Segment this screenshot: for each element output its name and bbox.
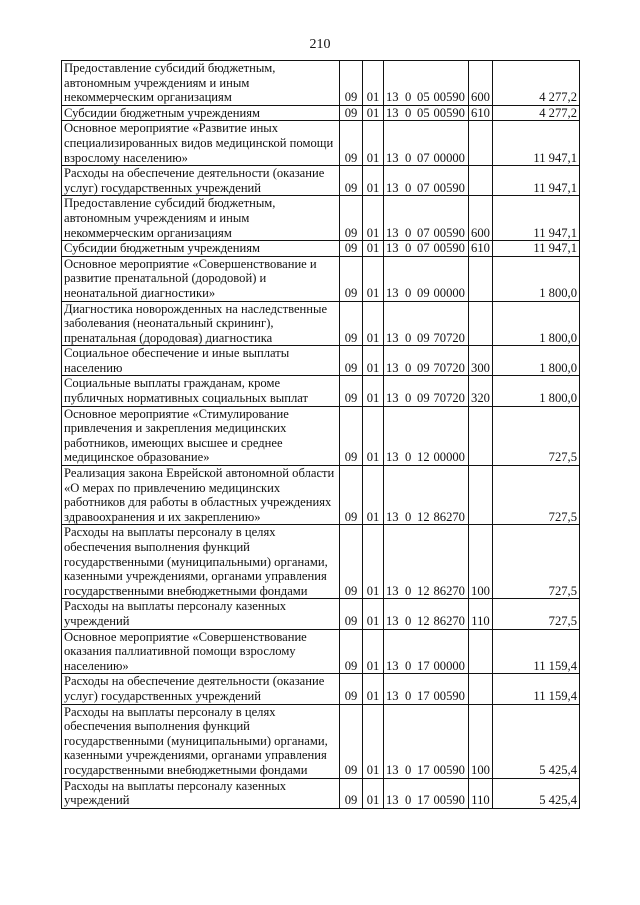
row-amount-cell: 1 800,0 [493,346,580,376]
row-expense-type-cell: 300 [469,346,493,376]
target-code-program: 13 [386,241,399,256]
row-name-cell: Основное мероприятие «Совершенствование оказания паллиативной помощи взрослому населению» [62,629,340,674]
row-expense-type-cell [469,256,493,301]
target-code-subprogram: 0 [405,360,412,375]
row-expense-type-cell: 110 [469,778,493,808]
table-row [62,704,580,778]
target-code-subprogram: 0 [405,180,412,195]
target-code-event: 05 [417,90,430,105]
target-code-subprogram: 0 [405,793,412,808]
target-code-event: 12 [417,583,430,598]
table-row [62,406,580,465]
row-subsection-cell: 01 [363,346,384,376]
target-code-program: 13 [386,613,399,628]
row-section-cell: 09 [340,301,363,346]
target-code-direction: 00000 [433,285,465,300]
row-amount-cell: 4 277,2 [493,105,580,121]
row-name-cell: Расходы на выплаты персоналу в целях обеспечения выполнения функций государственными (муниципальными) органами, казенными учреждениями, органами управления государственными внебюджетными фондами [62,704,340,778]
table-row [62,629,580,674]
row-amount-cell: 11 159,4 [493,629,580,674]
target-code-event: 12 [417,613,430,628]
target-code-program: 13 [386,762,399,777]
table-row [62,778,580,808]
target-code-direction: 00590 [433,688,465,703]
row-subsection-cell: 01 [363,105,384,121]
row-amount-cell: 727,5 [493,466,580,525]
target-code-direction: 86270 [433,583,465,598]
row-target-code-cell [384,301,469,346]
target-code-subprogram: 0 [405,225,412,240]
table-row [62,121,580,166]
row-subsection-cell: 01 [363,778,384,808]
target-code-program: 13 [386,330,399,345]
target-code-event: 17 [417,793,430,808]
target-code-program: 13 [386,450,399,465]
table-row [62,241,580,257]
target-code-direction: 00590 [433,762,465,777]
target-code-direction: 86270 [433,613,465,628]
row-expense-type-cell [469,121,493,166]
row-expense-type-cell [469,466,493,525]
row-section-cell: 09 [340,166,363,196]
row-section-cell: 09 [340,256,363,301]
row-subsection-cell: 01 [363,61,384,106]
row-target-code-cell [384,704,469,778]
row-amount-cell: 11 947,1 [493,121,580,166]
table-row [62,674,580,704]
target-code-event: 17 [417,762,430,777]
target-code-subprogram: 0 [405,509,412,524]
row-amount-cell: 11 947,1 [493,241,580,257]
row-subsection-cell: 01 [363,121,384,166]
row-expense-type-cell: 610 [469,105,493,121]
row-name-cell: Социальное обеспечение и иные выплаты населению [62,346,340,376]
row-subsection-cell: 01 [363,406,384,465]
row-section-cell: 09 [340,61,363,106]
row-amount-cell: 1 800,0 [493,256,580,301]
row-amount-cell: 5 425,4 [493,778,580,808]
target-code-direction: 00590 [433,105,465,120]
row-name-cell: Социальные выплаты гражданам, кроме публичных нормативных социальных выплат [62,376,340,406]
target-code-subprogram: 0 [405,583,412,598]
budget-table [61,60,580,809]
target-code-event: 07 [417,241,430,256]
target-code-subprogram: 0 [405,391,412,406]
row-subsection-cell: 01 [363,256,384,301]
row-expense-type-cell: 600 [469,61,493,106]
row-expense-type-cell: 320 [469,376,493,406]
target-code-program: 13 [386,225,399,240]
target-code-subprogram: 0 [405,688,412,703]
row-expense-type-cell [469,629,493,674]
row-section-cell: 09 [340,704,363,778]
row-name-cell: Основное мероприятие «Развитие иных специализированных видов медицинской помощи взрослому населению» [62,121,340,166]
target-code-event: 12 [417,450,430,465]
target-code-subprogram: 0 [405,90,412,105]
row-amount-cell: 727,5 [493,599,580,629]
target-code-direction: 00590 [433,241,465,256]
row-amount-cell: 1 800,0 [493,301,580,346]
table-row [62,196,580,241]
row-target-code-cell [384,376,469,406]
target-code-event: 05 [417,105,430,120]
target-code-program: 13 [386,105,399,120]
table-row [62,376,580,406]
page-number: 210 [309,37,331,52]
target-code-direction: 00590 [433,225,465,240]
row-section-cell: 09 [340,525,363,599]
target-code-program: 13 [386,150,399,165]
row-amount-cell: 4 277,2 [493,61,580,106]
row-amount-cell: 11 159,4 [493,674,580,704]
row-target-code-cell [384,778,469,808]
target-code-event: 09 [417,391,430,406]
table-row [62,166,580,196]
row-name-cell: Основное мероприятие «Стимулирование привлечения и закрепления медицинских работников, имеющих высшее и среднее медицинское образование» [62,406,340,465]
row-section-cell: 09 [340,346,363,376]
row-target-code-cell [384,406,469,465]
row-target-code-cell [384,61,469,106]
row-section-cell: 09 [340,466,363,525]
table-row [62,466,580,525]
row-section-cell: 09 [340,376,363,406]
row-target-code-cell [384,599,469,629]
target-code-program: 13 [386,583,399,598]
row-subsection-cell: 01 [363,599,384,629]
target-code-subprogram: 0 [405,450,412,465]
target-code-event: 17 [417,658,430,673]
row-target-code-cell [384,629,469,674]
row-amount-cell: 5 425,4 [493,704,580,778]
target-code-direction: 00000 [433,150,465,165]
row-subsection-cell: 01 [363,466,384,525]
target-code-subprogram: 0 [405,613,412,628]
row-amount-cell: 11 947,1 [493,196,580,241]
target-code-direction: 86270 [433,509,465,524]
row-subsection-cell: 01 [363,704,384,778]
row-name-cell: Субсидии бюджетным учреждениям [62,105,340,121]
target-code-direction: 70720 [433,360,465,375]
table-row [62,105,580,121]
row-target-code-cell [384,256,469,301]
row-name-cell: Предоставление субсидий бюджетным, автономным учреждениям и иным некоммерческим организациям [62,196,340,241]
target-code-program: 13 [386,688,399,703]
row-name-cell: Расходы на выплаты персоналу в целях обеспечения выполнения функций государственными (муниципальными) органами, казенными учреждениями, органами управления государственными внебюджетными фондами [62,525,340,599]
row-expense-type-cell: 110 [469,599,493,629]
target-code-event: 09 [417,360,430,375]
target-code-direction: 00590 [433,180,465,195]
row-subsection-cell: 01 [363,674,384,704]
row-target-code-cell [384,466,469,525]
budget-table-body [62,61,580,809]
target-code-event: 17 [417,688,430,703]
target-code-program: 13 [386,391,399,406]
target-code-direction: 00590 [433,793,465,808]
row-subsection-cell: 01 [363,525,384,599]
row-name-cell: Расходы на обеспечение деятельности (оказание услуг) государственных учреждений [62,166,340,196]
table-row [62,599,580,629]
target-code-program: 13 [386,285,399,300]
row-subsection-cell: 01 [363,241,384,257]
row-subsection-cell: 01 [363,629,384,674]
row-target-code-cell [384,121,469,166]
target-code-subprogram: 0 [405,150,412,165]
row-section-cell: 09 [340,406,363,465]
row-name-cell: Диагностика новорожденных на наследственные заболевания (неонатальный скрининг), пренатальная (дородовая) диагностика [62,301,340,346]
row-name-cell: Предоставление субсидий бюджетным, автономным учреждениям и иным некоммерческим организациям [62,61,340,106]
row-section-cell: 09 [340,674,363,704]
target-code-event: 09 [417,330,430,345]
target-code-subprogram: 0 [405,330,412,345]
target-code-program: 13 [386,180,399,195]
table-row [62,61,580,106]
target-code-program: 13 [386,360,399,375]
row-name-cell: Реализация закона Еврейской автономной области «О мерах по привлечению медицинских работников для работы в областных учреждениях здравоохранения и их закреплению» [62,466,340,525]
row-expense-type-cell [469,301,493,346]
row-subsection-cell: 01 [363,196,384,241]
row-name-cell: Расходы на обеспечение деятельности (оказание услуг) государственных учреждений [62,674,340,704]
target-code-program: 13 [386,90,399,105]
target-code-direction: 00000 [433,658,465,673]
row-section-cell: 09 [340,121,363,166]
row-section-cell: 09 [340,778,363,808]
table-row [62,301,580,346]
target-code-direction: 00590 [433,90,465,105]
row-expense-type-cell [469,166,493,196]
target-code-subprogram: 0 [405,658,412,673]
row-expense-type-cell [469,406,493,465]
row-amount-cell: 1 800,0 [493,376,580,406]
table-row [62,256,580,301]
target-code-direction: 00000 [433,450,465,465]
row-section-cell: 09 [340,105,363,121]
row-target-code-cell [384,196,469,241]
row-expense-type-cell [469,674,493,704]
table-row [62,525,580,599]
row-section-cell: 09 [340,241,363,257]
row-target-code-cell [384,525,469,599]
row-section-cell: 09 [340,599,363,629]
target-code-event: 07 [417,150,430,165]
target-code-event: 09 [417,285,430,300]
row-amount-cell: 11 947,1 [493,166,580,196]
row-name-cell: Расходы на выплаты персоналу казенных учреждений [62,599,340,629]
target-code-event: 07 [417,180,430,195]
row-expense-type-cell: 610 [469,241,493,257]
target-code-subprogram: 0 [405,762,412,777]
row-name-cell: Основное мероприятие «Совершенствование и развитие пренатальной (дородовой) и неонатальной диагностики» [62,256,340,301]
row-section-cell: 09 [340,196,363,241]
row-expense-type-cell: 600 [469,196,493,241]
row-target-code-cell [384,241,469,257]
target-code-direction: 70720 [433,330,465,345]
row-section-cell: 09 [340,629,363,674]
target-code-program: 13 [386,658,399,673]
row-subsection-cell: 01 [363,376,384,406]
target-code-subprogram: 0 [405,285,412,300]
target-code-subprogram: 0 [405,241,412,256]
row-target-code-cell [384,346,469,376]
target-code-event: 07 [417,225,430,240]
row-subsection-cell: 01 [363,301,384,346]
target-code-program: 13 [386,793,399,808]
row-amount-cell: 727,5 [493,525,580,599]
row-name-cell: Субсидии бюджетным учреждениям [62,241,340,257]
table-row [62,346,580,376]
target-code-program: 13 [386,509,399,524]
row-subsection-cell: 01 [363,166,384,196]
row-target-code-cell [384,674,469,704]
target-code-subprogram: 0 [405,105,412,120]
row-target-code-cell [384,166,469,196]
row-amount-cell: 727,5 [493,406,580,465]
row-expense-type-cell: 100 [469,704,493,778]
target-code-event: 12 [417,509,430,524]
row-expense-type-cell: 100 [469,525,493,599]
target-code-direction: 70720 [433,391,465,406]
row-name-cell: Расходы на выплаты персоналу казенных учреждений [62,778,340,808]
row-target-code-cell [384,105,469,121]
